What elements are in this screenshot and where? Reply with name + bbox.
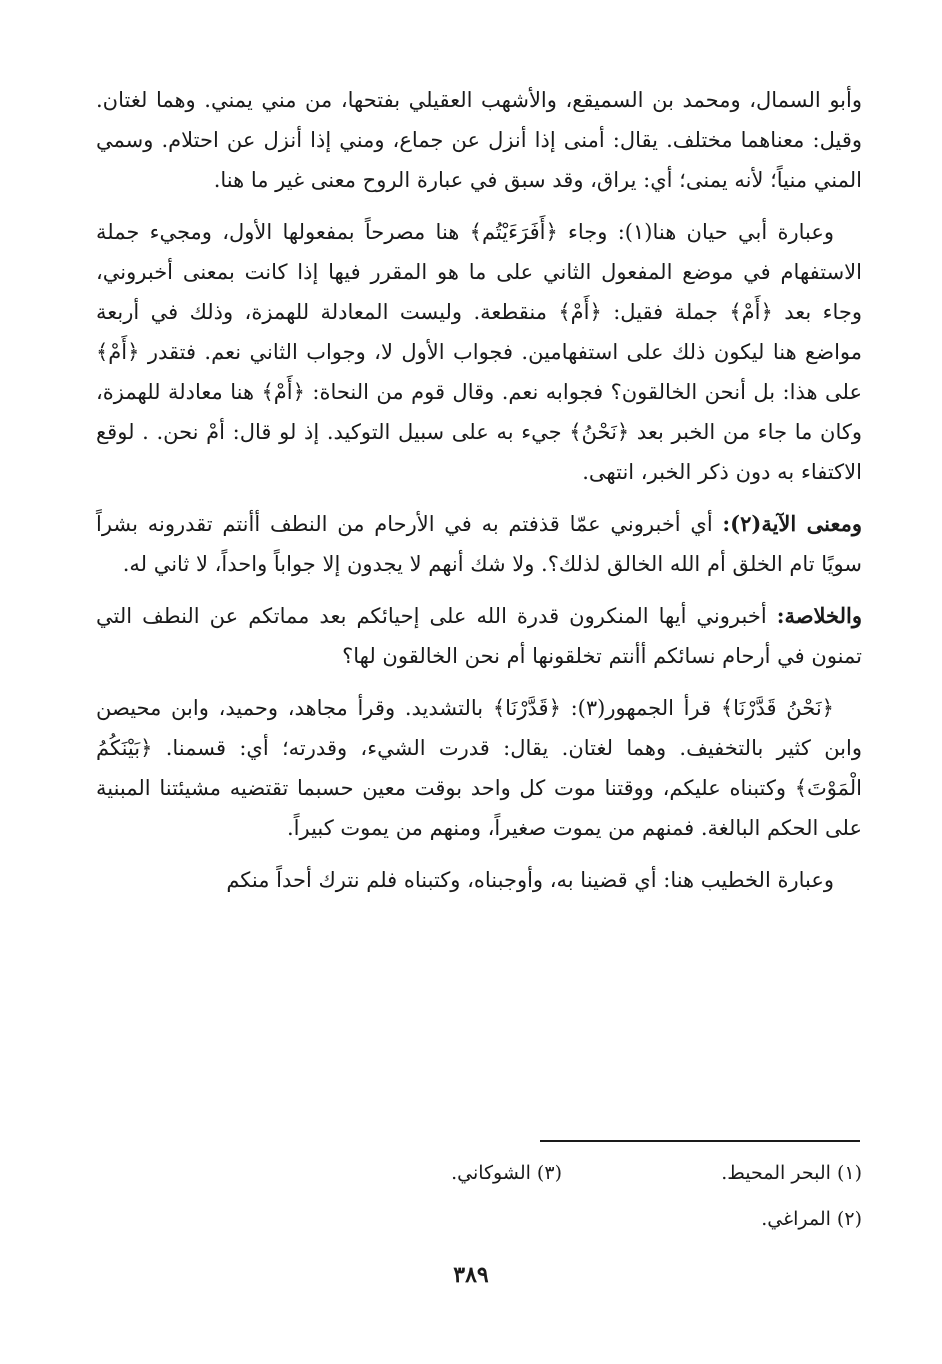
paragraph-text: ﴿نَحْنُ قَدَّرْنَا﴾ قرأ الجمهور(٣): ﴿قَدَّرْنَا﴾ بالتشديد. وقرأ مجاهد، وحميد، وابن محيصن وابن كثير بالتخفيف. وهما لغتان. يقال: قدرت الشيء، وقدرته؛ أي: قسمنا. ﴿بَيْنَكُمُ الْمَوْتَ﴾ وكتبناه عليكم، ووقتنا موت كل واحد بوقت معين حسبما تقتضيه مشيئتنا المبنية على الحكم البالغة. فمنهم من يموت صغيراً، ومنهم من يموت كبيراً. xyxy=(96,696,862,840)
paragraph-text: وعبارة الخطيب هنا: أي قضينا به، وأوجبناه، وكتبناه فلم نترك أحداً منكم xyxy=(226,868,834,892)
footnote-3: (٣) الشوكاني. xyxy=(451,1162,562,1184)
footnotes xyxy=(200,1150,862,1242)
body-text xyxy=(96,80,862,912)
paragraph-text: أي أخبروني عمّا قذفتم به في الأرحام من النطف أأنتم تقدرونه بشراً سويًا تام الخلق أم الله الخالق لذلك؟. ولا شك أنهم لا يجدون إلا جواباً واحداً، لا ثاني له. xyxy=(96,512,862,576)
paragraph-lead: ومعنى الآية(٢): xyxy=(722,511,862,536)
paragraph-5 xyxy=(96,688,862,848)
paragraph-text: وعبارة أبي حيان هنا(١): وجاء ﴿أَفَرَءَيْتُم﴾ هنا مصرحاً بمفعولها الأول، ومجيء جملة الاستفهام في موضع المفعول الثاني على ما هو المقرر فيها إذا كانت بمعنى أخبروني، وجاء بعد ﴿أَمْ﴾ جملة فقيل: ﴿أَمْ﴾ منقطعة. وليست المعادلة للهمزة، وذلك في أربعة مواضع هنا ليكون ذلك على استفهامين. فجواب الأول لا، وجواب الثاني نعم. فتقدر ﴿أَمْ﴾ على هذا: بل أنحن الخالقون؟ فجوابه نعم. وقال قوم من النحاة: ﴿أَمْ﴾ هنا معادلة للهمزة، وكان ما جاء من الخبر بعد ﴿نَحْنُ﴾ جيء به على سبيل التوكيد. إذ لو قال: أمْ نحن. . لوقع الاكتفاء به دون ذكر الخبر، انتهى. xyxy=(96,220,862,484)
page-number: ٣٨٩ xyxy=(453,1262,489,1288)
footnote-divider xyxy=(540,1140,860,1142)
paragraph-text: أخبروني أيها المنكرون قدرة الله على إحيائكم بعد مماتكم عن النطف التي تمنون في أرحام نسائكم أأنتم تخلقونها أم نحن الخالقون لها؟ xyxy=(96,604,862,668)
paragraph-4 xyxy=(96,596,862,676)
paragraph-text: وأبو السمال، ومحمد بن السميقع، والأشهب العقيلي بفتحها، من مني يمني. وهما لغتان. وقيل: معناهما مختلف. يقال: أمنى إذا أنزل عن جماع، ومني إذا أنزل عن احتلام. وسمي المني منياً؛ لأنه يمنى؛ أي: يراق، وقد سبق في عبارة الروح معنى غير ما هنا. xyxy=(96,88,862,192)
paragraph-1 xyxy=(96,80,862,200)
footnote-2: (٢) المراغي. xyxy=(761,1208,862,1230)
paragraph-6 xyxy=(96,860,862,900)
footnote-row-1 xyxy=(200,1150,862,1196)
paragraph-lead: والخلاصة: xyxy=(776,603,862,628)
footnote-1: (١) البحر المحيط. xyxy=(721,1162,862,1184)
footnote-row-2 xyxy=(200,1196,862,1242)
paragraph-3 xyxy=(96,504,862,584)
paragraph-2 xyxy=(96,212,862,492)
